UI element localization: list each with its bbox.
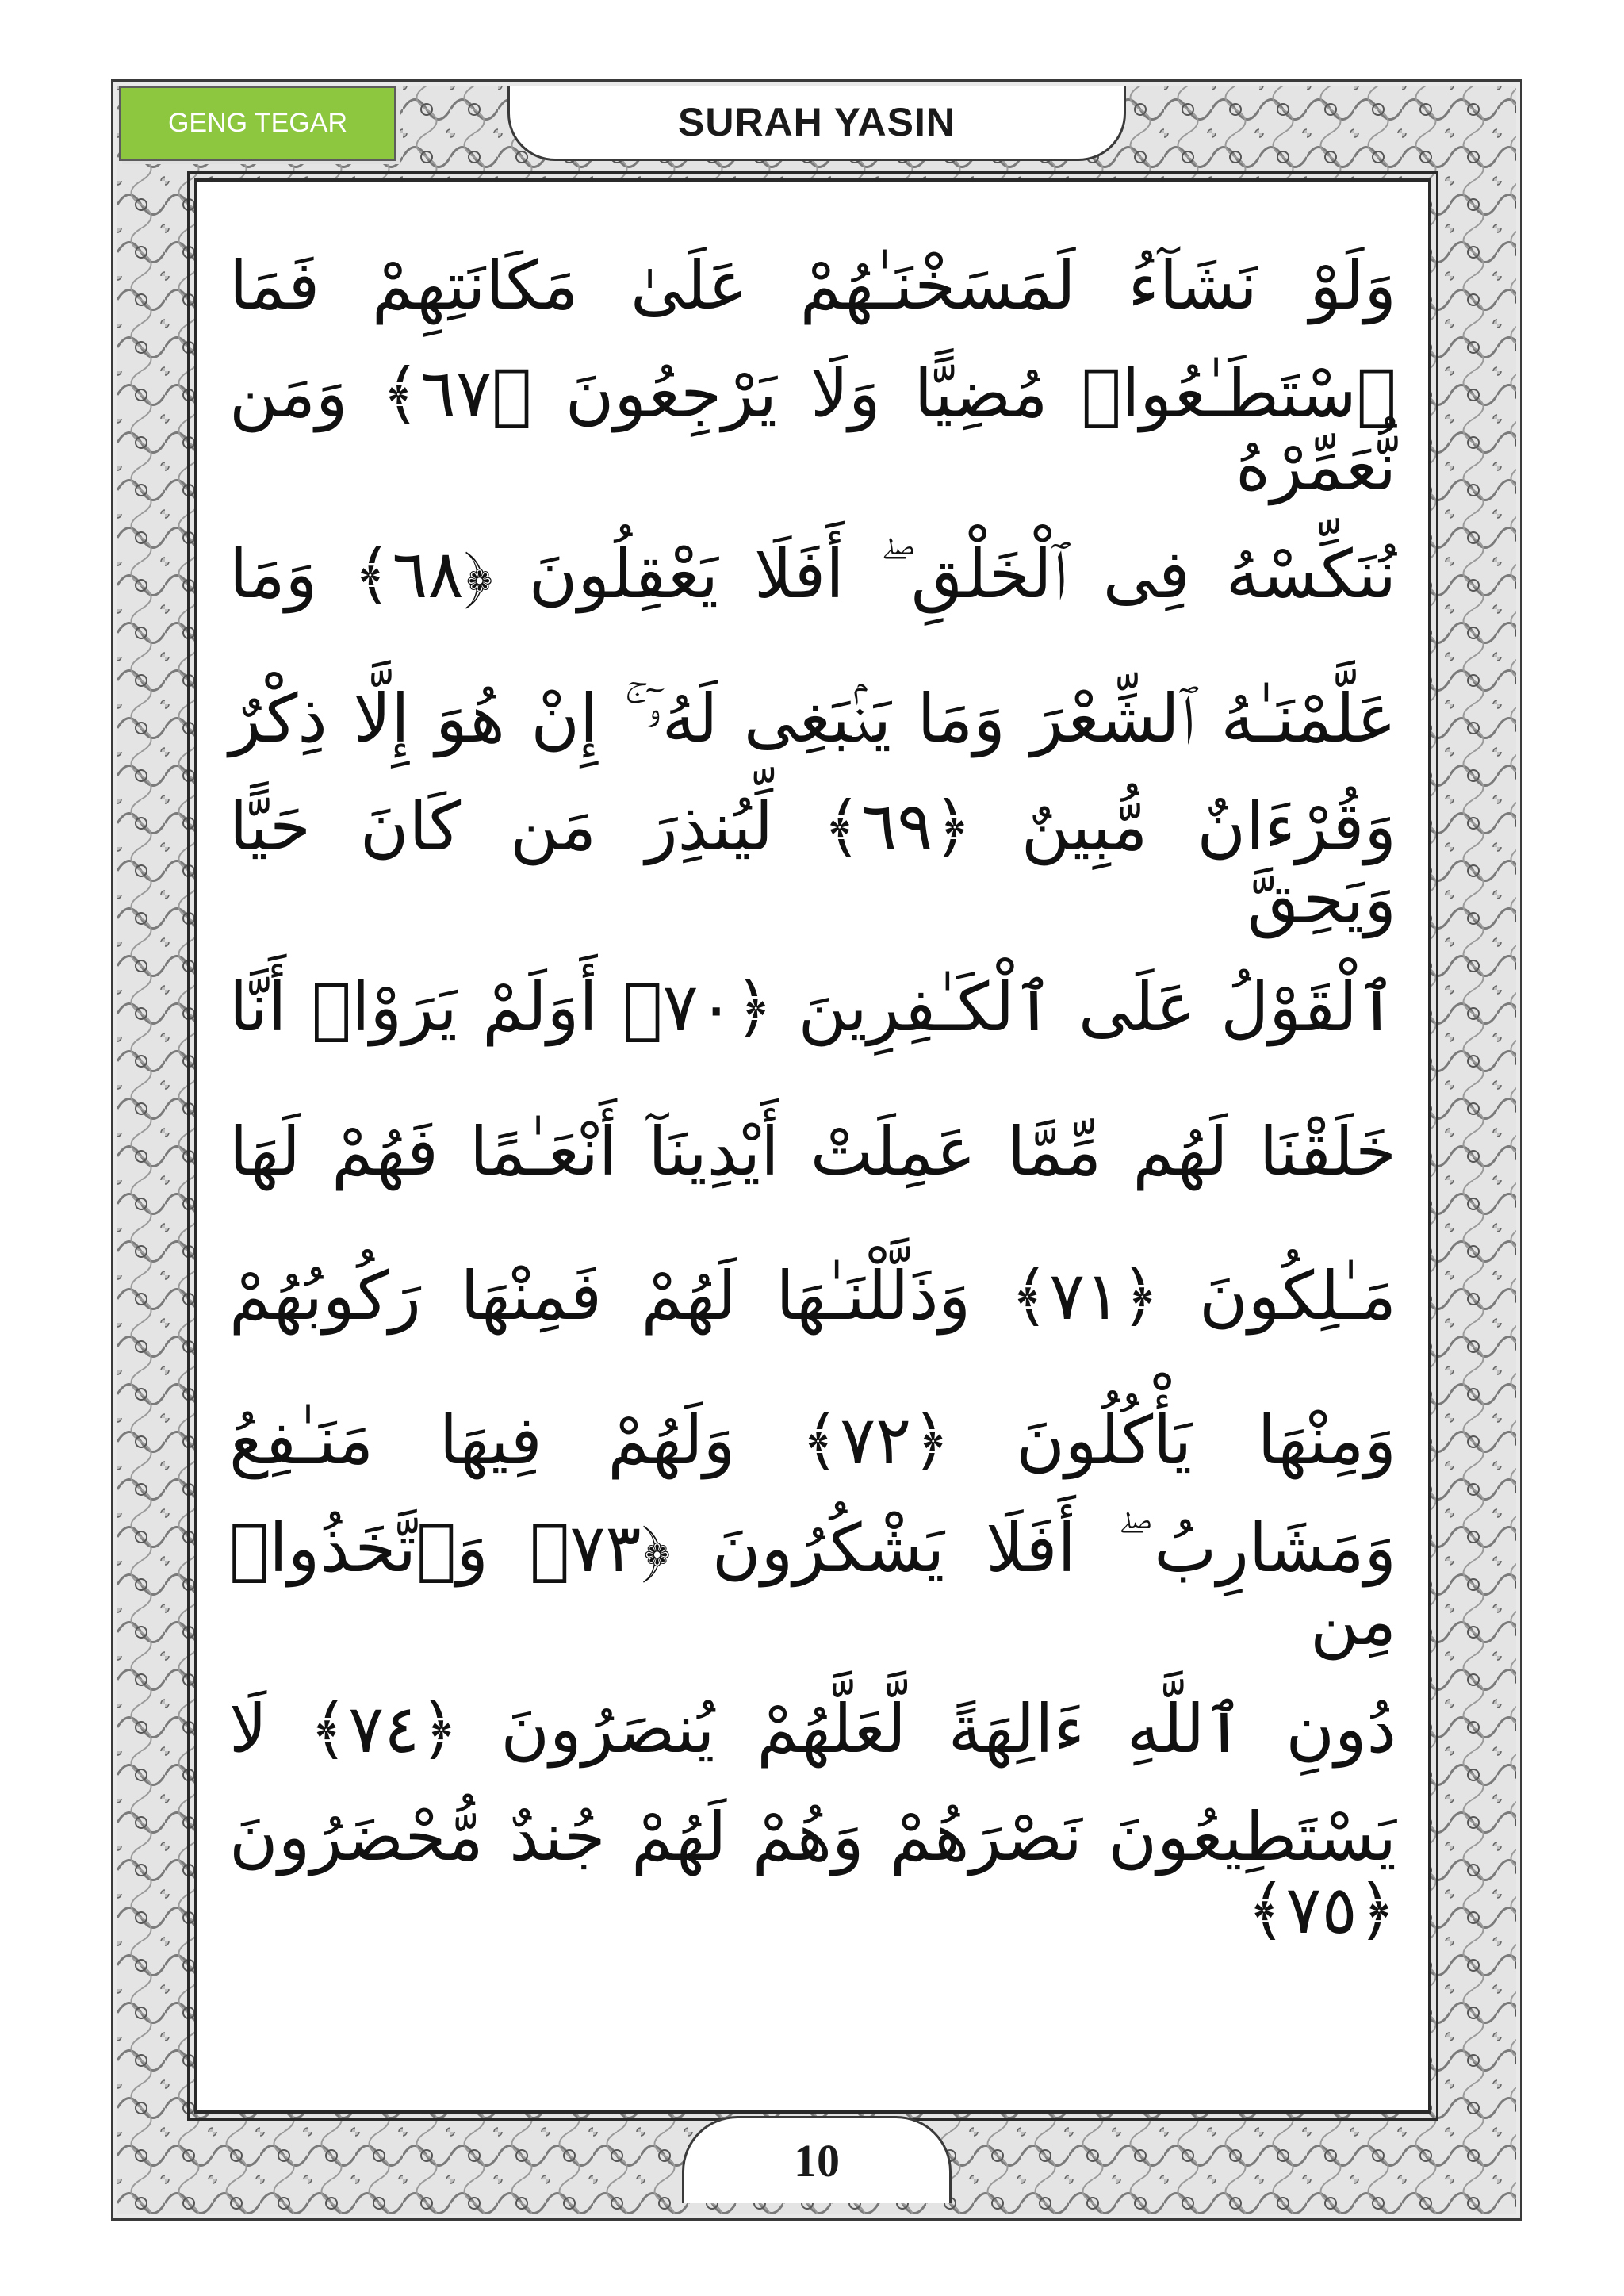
- group-label: [119, 86, 396, 161]
- verse-text: دُونِ ٱللَّهِ ءَالِهَةً لَّعَلَّهُمْ يُنصَرُونَ ﴿٧٤﴾ لَا: [229, 1689, 1396, 1768]
- verse-line: [229, 1224, 1396, 1368]
- verse-line: [229, 1368, 1396, 1512]
- verse-text: يَسْتَطِيعُونَ نَصْرَهُمْ وَهُمْ لَهُمْ جُندٌ مُّحْضَرُونَ ﴿٧٥﴾: [229, 1797, 1396, 1949]
- verse-line: [229, 646, 1396, 791]
- verse-line: [229, 1797, 1396, 1949]
- verse-line: [229, 502, 1396, 646]
- title-banner: [508, 86, 1126, 161]
- group-label-text: GENG TEGAR: [167, 108, 348, 138]
- verse-text: خَلَقْنَا لَهُم مِّمَّا عَمِلَتْ أَيْدِينَآ أَنْعَـٰمًا فَهُمْ لَهَا: [229, 1112, 1396, 1190]
- verse-text: نُنَكِّسْهُ فِى ٱلْخَلْقِ ۖ أَفَلَا يَعْقِلُونَ ﴿٦٨﴾ وَمَا: [229, 535, 1396, 613]
- verse-panel: [194, 178, 1431, 2114]
- verse-line: [229, 213, 1396, 358]
- verse-text: وَمَشَارِبُ ۖ أَفَلَا يَشْكُرُونَ ﴿٧٣﴾ وَٱتَّخَذُوا۟ مِن: [229, 1508, 1396, 1660]
- verse-line: [229, 354, 1397, 505]
- verse-text: مَـٰلِكُونَ ﴿٧١﴾ وَذَلَّلْنَـٰهَا لَهُمْ فَمِنْهَا رَكُوبُهُمْ: [229, 1256, 1396, 1335]
- verse-line: [229, 935, 1396, 1079]
- verse-text: وَمِنْهَا يَأْكُلُونَ ﴿٧٢﴾ وَلَهُمْ فِيهَا مَنَـٰفِعُ: [229, 1401, 1396, 1479]
- verse-line: [229, 1079, 1396, 1224]
- verse-text: وَقُرْءَانٌ مُّبِينٌ ﴿٦٩﴾ لِّيُنذِرَ مَن كَانَ حَيًّا وَيَحِقَّ: [229, 787, 1396, 938]
- page-number-banner: [682, 2116, 952, 2203]
- page-title: SURAH YASIN: [678, 100, 956, 144]
- verse-text: ٱسْتَطَـٰعُوا۟ مُضِيًّا وَلَا يَرْجِعُونَ ﴿٦٧﴾ وَمَن نُّعَمِّرْهُ: [229, 354, 1397, 505]
- verse-line: [229, 1657, 1396, 1801]
- page-number: 10: [794, 2135, 840, 2187]
- verse-lines: [229, 213, 1396, 2087]
- verse-text: وَلَوْ نَشَآءُ لَمَسَخْنَـٰهُمْ عَلَىٰ مَكَانَتِهِمْ فَمَا: [229, 246, 1396, 324]
- verse-text: ٱلْقَوْلُ عَلَى ٱلْكَـٰفِرِينَ ﴿٧٠﴾ أَوَلَمْ يَرَوْا۟ أَنَّا: [229, 968, 1396, 1046]
- verse-line: [229, 787, 1396, 938]
- verse-line: [229, 1508, 1396, 1660]
- verse-text: عَلَّمْنَـٰهُ ٱلشِّعْرَ وَمَا يَنۢبَغِى لَهُۥٓ ۚ إِنْ هُوَ إِلَّا ذِكْرٌ: [229, 679, 1396, 757]
